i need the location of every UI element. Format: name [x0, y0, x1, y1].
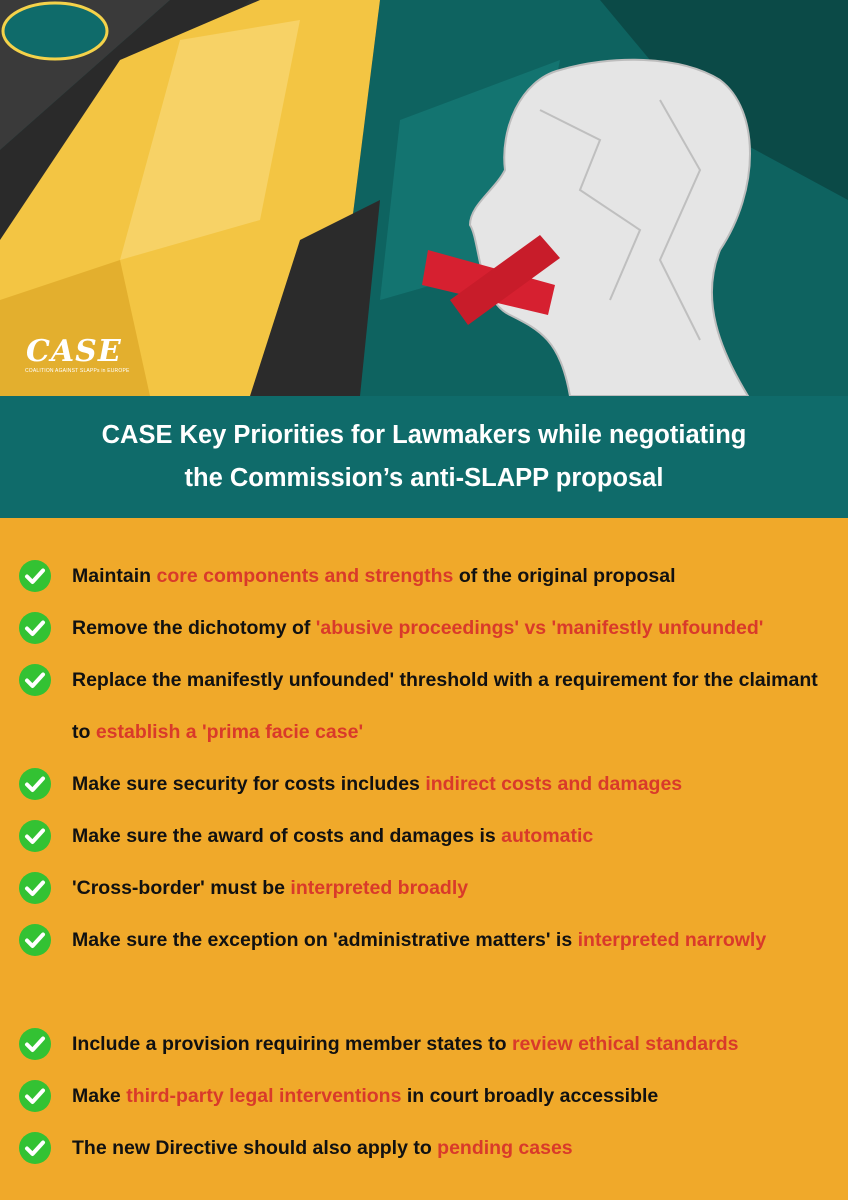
list-item — [0, 1130, 848, 1182]
list-item — [0, 662, 848, 766]
item-text — [72, 758, 834, 810]
item-text — [72, 550, 834, 602]
item-highlight: third-party legal interventions — [126, 1085, 402, 1107]
check-icon — [17, 1026, 53, 1062]
item-text — [72, 1122, 834, 1174]
item-highlight: interpreted narrowly — [577, 929, 767, 951]
check-icon — [17, 1130, 53, 1166]
item-highlight: interpreted broadly — [290, 877, 469, 899]
logo-badge — [0, 0, 110, 62]
item-text — [72, 862, 834, 914]
item-text-pre: Replace the manifestly unfounded' threshold with a requirement for the claimant to — [72, 669, 818, 743]
item-text-pre: Make sure security for costs includes — [72, 773, 426, 795]
item-highlight: 'abusive proceedings' vs 'manifestly unfounded' — [315, 617, 764, 639]
title-banner — [0, 396, 848, 518]
logo-text: CASE — [26, 334, 122, 369]
item-text-pre: 'Cross-border' must be — [72, 877, 291, 899]
item-text — [72, 914, 834, 966]
item-text-pre: Make sure the award of costs and damages is — [72, 825, 502, 847]
check-icon — [17, 662, 53, 698]
item-highlight: pending cases — [437, 1137, 573, 1159]
check-icon — [17, 610, 53, 646]
item-highlight: establish a 'prima facie case' — [95, 721, 364, 743]
item-text — [72, 654, 834, 758]
item-highlight: core components and strengths — [156, 565, 454, 587]
item-highlight: indirect costs and damages — [425, 773, 683, 795]
check-icon — [17, 870, 53, 906]
item-text — [72, 810, 834, 862]
logo-subtitle: COALITION AGAINST SLAPPs in EUROPE — [25, 368, 130, 374]
check-icon — [17, 766, 53, 802]
item-highlight: review ethical standards — [511, 1033, 739, 1055]
item-text — [72, 602, 834, 654]
item-highlight: automatic — [501, 825, 594, 847]
item-text-post: of the original proposal — [453, 565, 676, 587]
check-icon — [17, 818, 53, 854]
check-icon — [17, 558, 53, 594]
priority-list — [0, 518, 848, 1182]
item-text-pre: The new Directive should also apply to — [72, 1137, 438, 1159]
hero-image — [0, 0, 848, 396]
check-icon — [17, 922, 53, 958]
item-text-pre: Make sure the exception on 'administrative matters' is — [72, 929, 578, 951]
item-text — [72, 1018, 834, 1070]
title-line-1: CASE Key Priorities for Lawmakers while negotiating — [101, 421, 747, 449]
item-text-pre: Include a provision requiring member states to — [72, 1033, 512, 1055]
item-text-pre: Remove the dichotomy of — [72, 617, 316, 639]
item-text-post: in court broadly accessible — [401, 1085, 659, 1107]
page-title — [102, 414, 747, 500]
item-text — [72, 1070, 834, 1122]
hero-illustration — [0, 0, 848, 396]
list-item — [0, 922, 848, 1026]
title-line-2: the Commission’s anti-SLAPP proposal — [184, 464, 664, 492]
check-icon — [17, 1078, 53, 1114]
item-text-pre: Maintain — [72, 565, 157, 587]
item-text-pre: Make — [72, 1085, 127, 1107]
